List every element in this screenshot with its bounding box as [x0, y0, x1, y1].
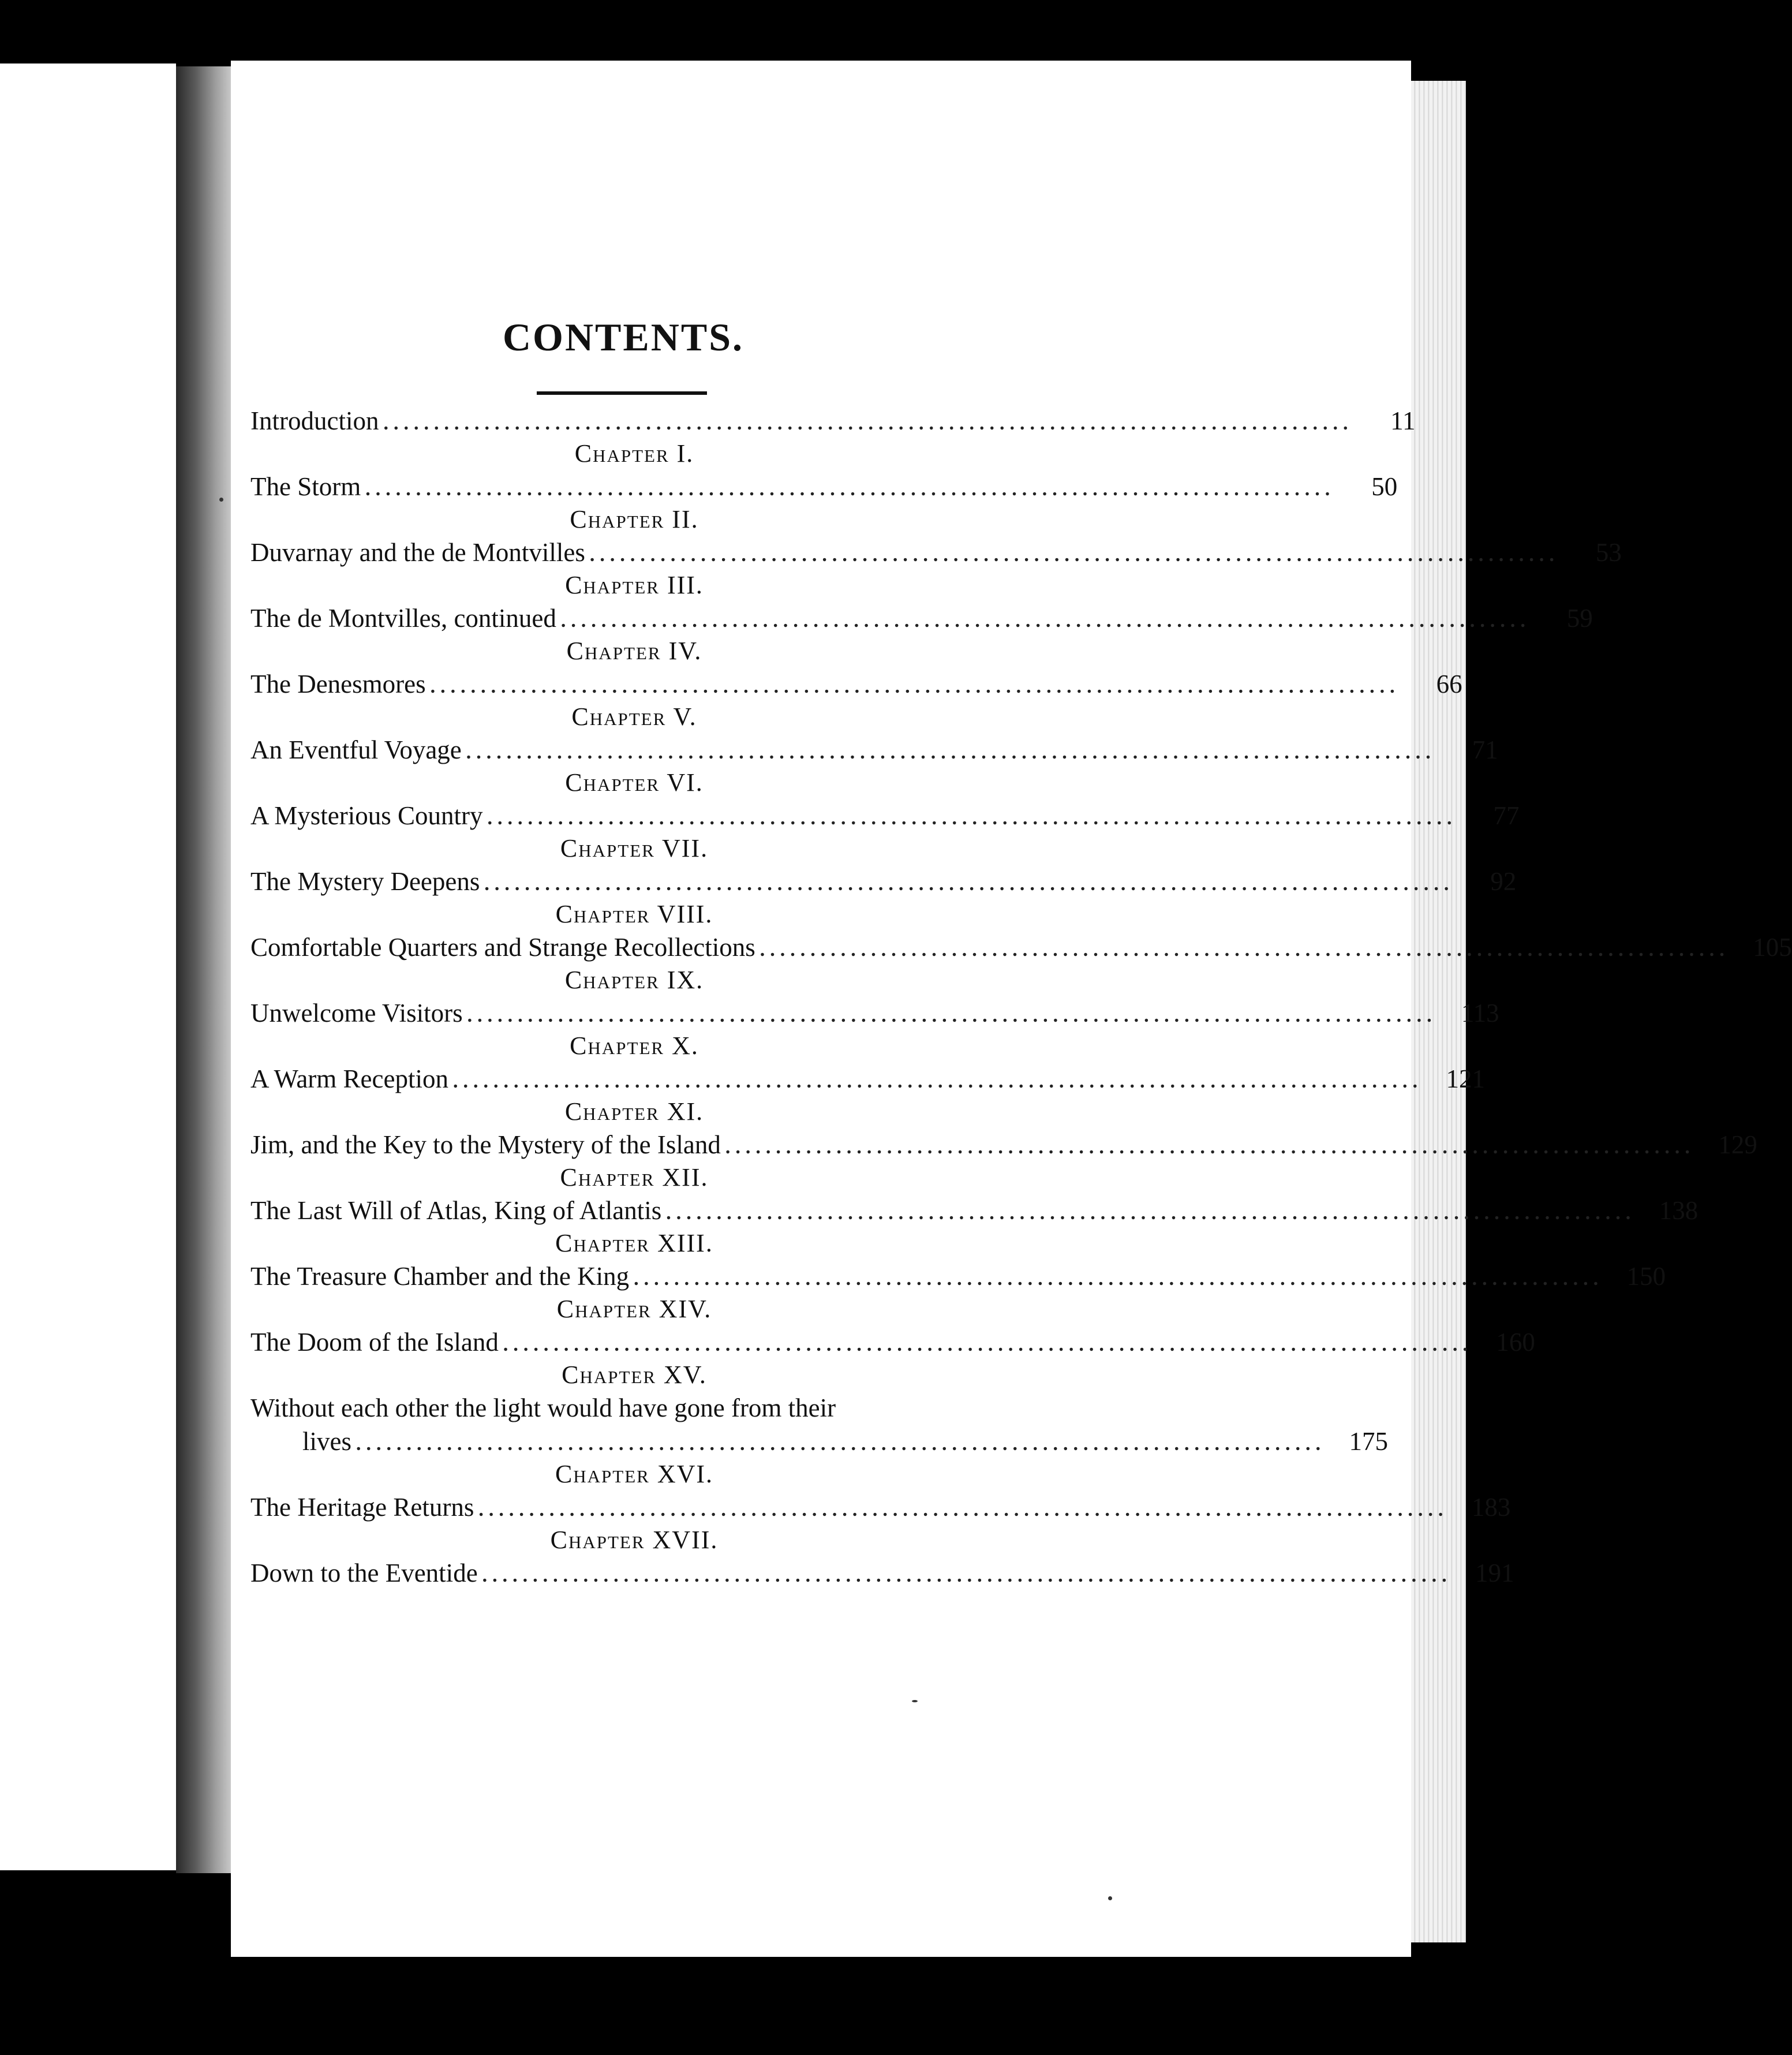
chapter-heading: Chapter XVII. — [550, 1526, 719, 1554]
toc-entry — [250, 996, 1499, 1030]
page-number: 129 — [1718, 1130, 1757, 1159]
chapter-heading: Chapter IX. — [564, 966, 704, 994]
dot-leader: ................................................................................................ — [466, 742, 1436, 763]
entry-title: The Denesmores — [250, 670, 426, 698]
chapter-heading: Chapter VIII. — [555, 900, 713, 928]
page-number: 121 — [1446, 1064, 1485, 1093]
chapter-heading: Chapter XIII. — [555, 1229, 713, 1257]
page-number: 191 — [1475, 1559, 1514, 1587]
chapter-heading: Chapter VII. — [560, 834, 709, 862]
dot-leader: ................................................................................................ — [356, 1433, 1326, 1455]
entry-title: Comfortable Quarters and Strange Recollections — [250, 933, 755, 962]
chapter-heading: Chapter XI. — [564, 1097, 704, 1126]
toc-entry — [250, 865, 1517, 898]
toc-entry — [250, 1260, 1666, 1293]
dot-leader: ................................................................................................ — [467, 1005, 1437, 1026]
dot-leader: ................................................................................................ — [487, 808, 1457, 829]
toc-entry — [250, 667, 1462, 701]
page-number: 113 — [1461, 999, 1499, 1028]
entry-title-cont: lives — [302, 1427, 351, 1456]
entry-title: Down to the Eventide — [250, 1559, 478, 1587]
toc-entry — [250, 1556, 1514, 1590]
toc-entry — [250, 931, 1792, 964]
toc-entry — [250, 1062, 1485, 1096]
toc-entry — [250, 601, 1593, 635]
chapter-heading: Chapter XII. — [560, 1163, 709, 1191]
chapter-heading: Chapter XV. — [562, 1361, 707, 1389]
page-number: 50 — [1371, 472, 1398, 501]
entry-title: Jim, and the Key to the Mystery of the Island — [250, 1130, 721, 1159]
dot-leader: ................................................................................................ — [478, 1499, 1449, 1520]
chapter-heading: Chapter I. — [574, 439, 694, 468]
entry-title: A Warm Reception — [250, 1064, 448, 1093]
toc-entry — [250, 1194, 1699, 1227]
toc-entry — [250, 1325, 1535, 1359]
entry-title: The Mystery Deepens — [250, 867, 480, 896]
entry-title: The Treasure Chamber and the King — [250, 1262, 630, 1291]
chapter-heading: Chapter X. — [570, 1032, 699, 1060]
book-gutter — [176, 66, 231, 1873]
entry-title: Duvarnay and the de Montvilles — [250, 538, 585, 567]
dot-leader: ................................................................................................ — [634, 1268, 1604, 1290]
page-number: 183 — [1471, 1493, 1511, 1522]
dot-leader: ................................................................................................ — [365, 479, 1335, 500]
toc-entry — [250, 799, 1520, 832]
entry-title: The Heritage Returns — [250, 1493, 474, 1522]
entry-title: The de Montvilles, continued — [250, 604, 556, 633]
dot-leader: ................................................................................................ — [560, 610, 1531, 632]
dot-leader: ................................................................................................ — [725, 1137, 1695, 1158]
scan-speck — [912, 1700, 918, 1702]
page-title: CONTENTS. — [502, 315, 745, 359]
dot-leader: ................................................................................................ — [503, 1334, 1473, 1355]
chapter-heading: Chapter XIV. — [556, 1295, 712, 1323]
page-number: 105 — [1753, 933, 1792, 962]
toc-entry — [250, 536, 1622, 569]
dot-leader: ................................................................................................ — [452, 1071, 1423, 1092]
dot-leader: ................................................................................................ — [589, 544, 1559, 566]
entry-title: The Storm — [250, 472, 361, 501]
toc-entry — [250, 733, 1498, 767]
page-number: 66 — [1436, 670, 1462, 698]
entry-title: The Doom of the Island — [250, 1328, 499, 1357]
table-of-contents — [250, 404, 1792, 1590]
page-number: 77 — [1493, 801, 1520, 830]
page-number: 71 — [1472, 735, 1498, 764]
scan-speck — [1108, 1896, 1112, 1900]
page-number: 150 — [1626, 1262, 1666, 1291]
page-number: 175 — [1349, 1427, 1388, 1456]
page-number: 138 — [1659, 1196, 1699, 1225]
entry-title-continuation — [250, 1425, 1388, 1458]
page-number: 160 — [1496, 1328, 1535, 1357]
chapter-heading: Chapter IV. — [566, 637, 702, 665]
page-number: 92 — [1490, 867, 1517, 896]
chapter-heading: Chapter III. — [565, 571, 704, 599]
scan-speck — [219, 498, 223, 502]
dot-leader: ................................................................................................ — [484, 873, 1454, 895]
dot-leader: ................................................................................................ — [666, 1202, 1636, 1224]
entry-title: Introduction — [250, 406, 379, 435]
dot-leader: ................................................................................................ — [383, 413, 1353, 434]
toc-entry — [250, 1490, 1511, 1524]
toc-entry-introduction — [250, 404, 1416, 438]
previous-page-edge — [0, 63, 176, 1870]
title-rule — [537, 391, 707, 395]
toc-entry — [250, 1391, 1388, 1458]
dot-leader: ................................................................................................ — [760, 939, 1730, 961]
chapter-heading: Chapter II. — [570, 505, 699, 533]
dot-leader: ................................................................................................ — [430, 676, 1400, 697]
toc-entry — [250, 470, 1398, 503]
chapter-heading: Chapter XVI. — [555, 1460, 714, 1488]
page-number: 59 — [1566, 604, 1593, 633]
entry-title: An Eventful Voyage — [250, 735, 462, 764]
dot-leader: ................................................................................................ — [482, 1565, 1452, 1586]
entry-title: Without each other the light would have gone from their — [250, 1393, 836, 1422]
toc-entry — [250, 1128, 1757, 1161]
chapter-heading: Chapter VI. — [565, 768, 704, 797]
entry-title: The Last Will of Atlas, King of Atlantis — [250, 1196, 662, 1225]
entry-title: A Mysterious Country — [250, 801, 483, 830]
chapter-heading: Chapter V. — [571, 703, 697, 731]
entry-title: Unwelcome Visitors — [250, 999, 463, 1028]
page-number: 53 — [1595, 538, 1622, 567]
page-number: 11 — [1390, 406, 1416, 435]
